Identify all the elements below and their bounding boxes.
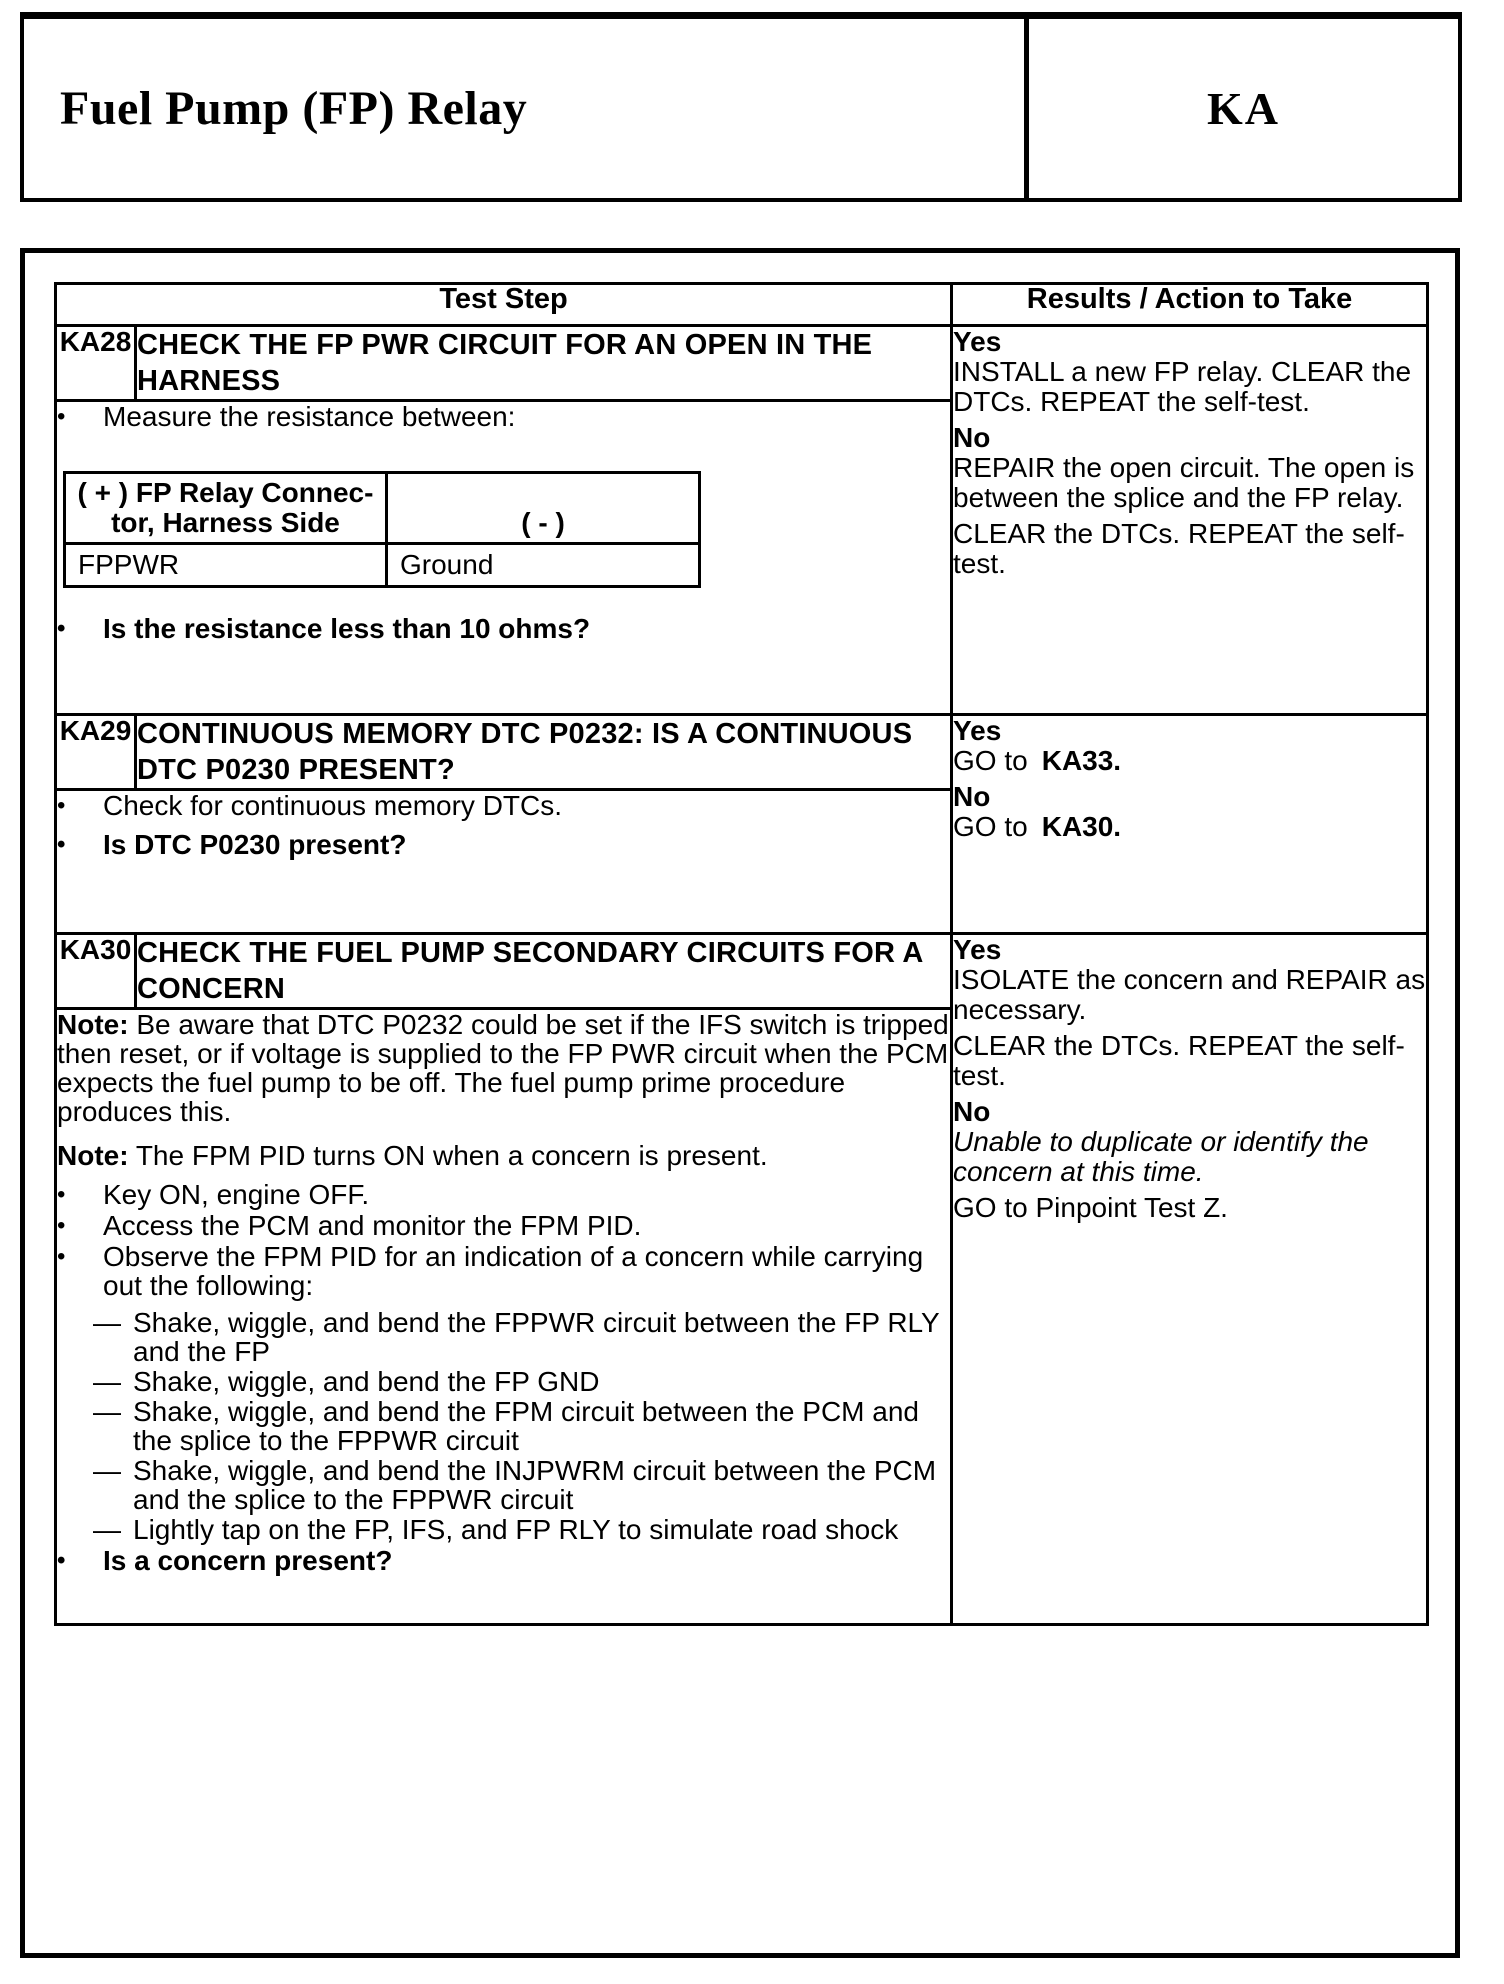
ka30-question-bullet	[57, 1546, 950, 1575]
ka28-test-step-cell	[56, 401, 952, 715]
ka30-bullet-3	[57, 1242, 950, 1300]
ka29-no-go-prefix: GO to	[953, 811, 1028, 842]
bullet-icon: •	[57, 792, 66, 819]
ka30-bullet-2-text: Access the PCM and monitor the FPM PID.	[103, 1210, 642, 1241]
ka30-dash-3	[93, 1397, 950, 1455]
ka30-yes-action-1: ISOLATE the concern and REPAIR as necessary.	[953, 964, 1426, 1025]
page-header	[20, 12, 1462, 202]
ka29-yes-go-target: KA33.	[1041, 745, 1122, 776]
bullet-icon: •	[57, 1243, 66, 1270]
ka30-dash-4	[93, 1456, 950, 1514]
ka30-note-2-text: The FPM PID turns ON when a concern is present.	[135, 1140, 768, 1171]
ka28-results-cell	[952, 326, 1428, 715]
ka30-dash-5	[93, 1515, 950, 1544]
bullet-icon: •	[57, 403, 66, 430]
ka28-bullet-1-text: Measure the resistance between:	[103, 401, 516, 432]
ka30-dash-4-text: Shake, wiggle, and bend the INJPWRM circuit between the PCM and the splice to the FPPWR circuit	[133, 1455, 937, 1515]
ka28-bullet-1	[57, 402, 950, 431]
measurement-positive-header	[65, 473, 387, 544]
procedure-table	[54, 282, 1429, 1626]
bullet-icon: •	[57, 1212, 66, 1239]
ka30-bullet-3-text: Observe the FPM PID for an indication of a concern while carrying out the following:	[103, 1241, 924, 1301]
ka28-measurement-table	[63, 471, 701, 588]
ka29-no-action	[953, 812, 1426, 842]
content-box	[20, 248, 1460, 1958]
ka29-no-label: No	[953, 781, 991, 812]
ka30-no-action-italic: Unable to duplicate or identify the concern at this time.	[953, 1126, 1369, 1187]
bullet-icon: •	[57, 1547, 66, 1574]
measurement-value-row	[65, 544, 700, 587]
ka30-bullet-2	[57, 1211, 950, 1240]
ka28-yes-action: INSTALL a new FP relay. CLEAR the DTCs. REPEAT the self-test.	[953, 356, 1412, 417]
ka28-heading-row	[56, 326, 1428, 401]
dash-icon: —	[93, 1307, 121, 1338]
note-label: Note:	[57, 1140, 129, 1171]
measurement-header-row	[65, 473, 700, 544]
ka28-no-action-2: CLEAR the DTCs. REPEAT the self-test.	[953, 518, 1405, 579]
ka30-yes-action-2: CLEAR the DTCs. REPEAT the self-test.	[953, 1030, 1405, 1091]
ka30-dash-2	[93, 1367, 950, 1396]
dash-icon: —	[93, 1514, 121, 1545]
ka28-step-id: KA28	[56, 326, 136, 401]
ka30-question-text: Is a concern present?	[103, 1545, 393, 1576]
ka30-yes-label: Yes	[953, 934, 1002, 965]
ka30-heading-row	[56, 934, 1428, 1009]
ka30-dash-1-text: Shake, wiggle, and bend the FPPWR circuit between the FP RLY and the FP	[133, 1307, 940, 1367]
title-cell	[24, 19, 1024, 198]
ka29-heading-row	[56, 715, 1428, 790]
ka30-bullet-1-text: Key ON, engine OFF.	[103, 1179, 370, 1210]
bullet-icon: •	[57, 615, 66, 642]
ka29-question-text: Is DTC P0230 present?	[103, 829, 407, 860]
measurement-positive-header-line2: tor, Harness Side	[111, 507, 340, 538]
ka29-bullet-1	[57, 791, 950, 820]
bullet-icon: •	[57, 831, 66, 858]
measurement-positive-header-line1: ( + ) FP Relay Connec-	[77, 477, 374, 508]
ka30-results-cell	[952, 934, 1428, 1625]
bullet-icon: •	[57, 1181, 66, 1208]
ka30-dash-2-text: Shake, wiggle, and bend the FP GND	[133, 1366, 600, 1397]
ka29-test-step-cell	[56, 790, 952, 934]
section-code-cell	[1024, 19, 1458, 198]
dash-icon: —	[93, 1366, 121, 1397]
ka30-note-1-text: Be aware that DTC P0232 could be set if the IFS switch is tripped then reset, or if voltage is supplied to the FP PWR circuit when the PCM expects the fuel pump to be off. The fuel pump prime procedure produces this.	[57, 1009, 949, 1127]
ka30-dash-list	[57, 1308, 950, 1544]
ka30-note-2	[57, 1141, 950, 1170]
measurement-negative-value: Ground	[387, 544, 700, 587]
ka29-bullet-1-text: Check for continuous memory DTCs.	[103, 790, 563, 821]
measurement-positive-value: FPPWR	[65, 544, 387, 587]
ka30-step-id: KA30	[56, 934, 136, 1009]
ka30-no-label: No	[953, 1096, 991, 1127]
ka30-note-1	[57, 1010, 950, 1126]
dash-icon: —	[93, 1455, 121, 1486]
measurement-negative-header: ( - )	[387, 473, 700, 544]
ka30-dash-3-text: Shake, wiggle, and bend the FPM circuit between the PCM and the splice to the FPPWR circuit	[133, 1396, 919, 1456]
ka28-question-bullet	[57, 614, 950, 643]
ka30-dash-1	[93, 1308, 950, 1366]
note-label: Note:	[57, 1009, 129, 1040]
ka30-bullet-1	[57, 1180, 950, 1209]
ka29-step-id: KA29	[56, 715, 136, 790]
ka29-results-cell	[952, 715, 1428, 934]
test-step-column-header: Test Step	[56, 284, 952, 326]
ka30-dash-5-text: Lightly tap on the FP, IFS, and FP RLY to simulate road shock	[133, 1514, 899, 1545]
ka29-question-bullet	[57, 830, 950, 859]
section-code: KA	[1207, 83, 1280, 134]
ka30-heading: CHECK THE FUEL PUMP SECONDARY CIRCUITS FOR A CONCERN	[136, 934, 952, 1009]
ka29-no-go-target: KA30.	[1041, 811, 1122, 842]
ka28-heading: CHECK THE FP PWR CIRCUIT FOR AN OPEN IN THE HARNESS	[136, 326, 952, 401]
ka28-no-label: No	[953, 422, 991, 453]
page-title: Fuel Pump (FP) Relay	[60, 82, 528, 135]
ka28-no-action-1: REPAIR the open circuit. The open is between the splice and the FP relay.	[953, 452, 1415, 513]
ka29-heading: CONTINUOUS MEMORY DTC P0232: IS A CONTINUOUS DTC P0230 PRESENT?	[136, 715, 952, 790]
ka29-yes-action	[953, 746, 1426, 776]
ka30-no-action-final: GO to Pinpoint Test Z.	[953, 1192, 1228, 1223]
results-column-header: Results / Action to Take	[952, 284, 1428, 326]
ka29-yes-label: Yes	[953, 715, 1002, 746]
ka29-yes-go-prefix: GO to	[953, 745, 1028, 776]
ka28-question-text: Is the resistance less than 10 ohms?	[103, 613, 591, 644]
ka28-yes-label: Yes	[953, 326, 1002, 357]
ka30-test-step-cell	[56, 1009, 952, 1625]
table-header-row	[56, 284, 1428, 326]
dash-icon: —	[93, 1396, 121, 1427]
